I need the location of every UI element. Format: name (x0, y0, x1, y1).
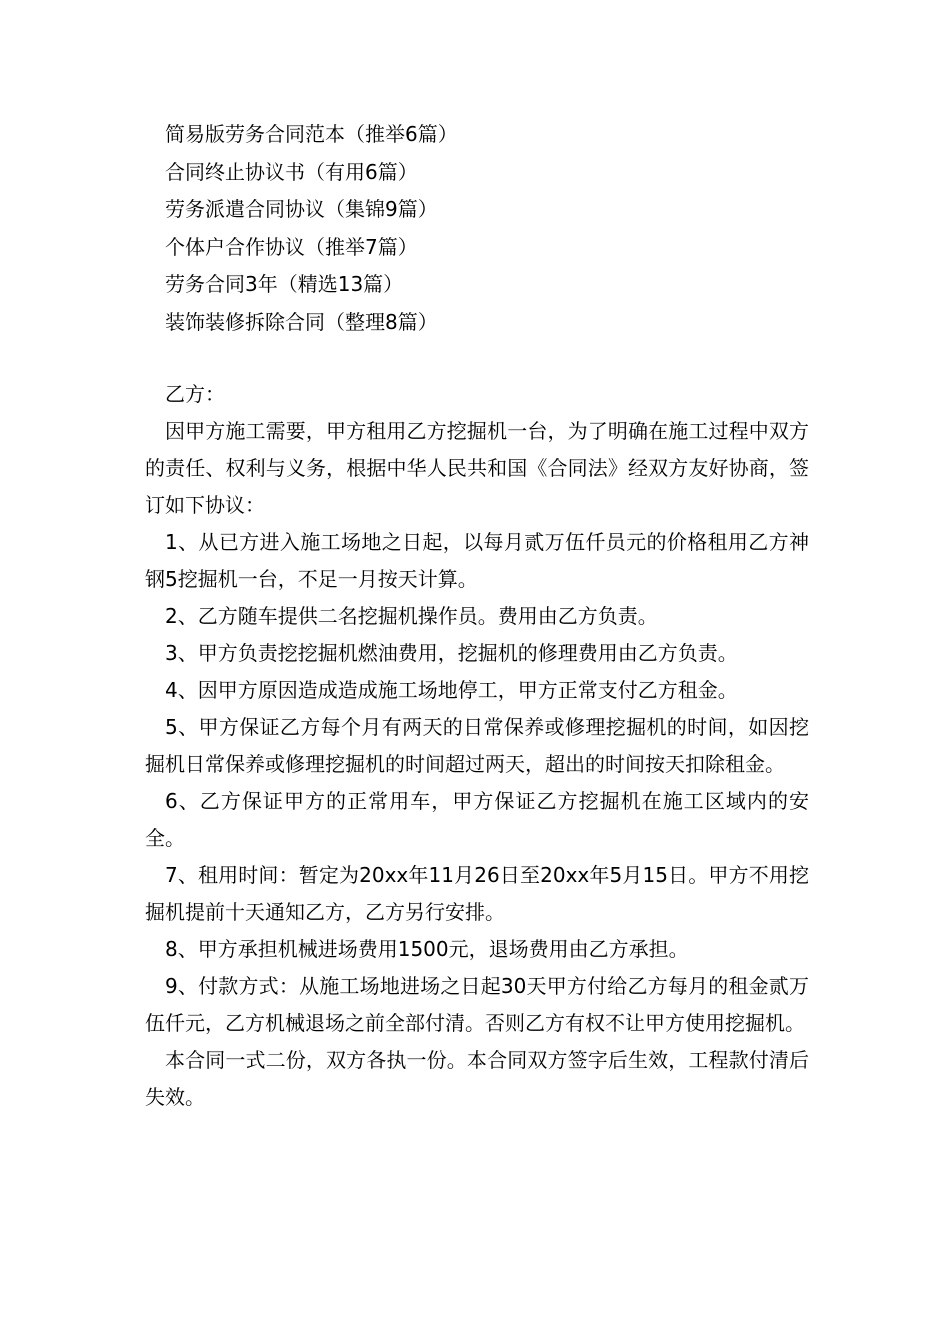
contract-clause-1: 1、从已方进入施工场地之日起，以每月贰万伍仟员元的价格租用乙方神钢5挖掘机一台，不足一月按天计算。 (145, 530, 809, 591)
contract-clause-2: 2、乙方随车提供二名挖掘机操作员。费用由乙方负责。 (165, 604, 658, 628)
contract-body (145, 376, 809, 1116)
related-article-link[interactable]: 简易版劳务合同范本（推举6篇） (165, 122, 458, 146)
related-article-link[interactable]: 合同终止协议书（有用6篇） (165, 159, 418, 184)
contract-closing: 本合同一式二份，双方各执一份。本合同双方签字后生效，工程款付清后失效。 (145, 1048, 809, 1109)
related-articles-list (165, 116, 805, 341)
related-article-link[interactable]: 个体户合作协议（推举7篇） (165, 234, 418, 259)
contract-clause-9: 9、付款方式：从施工场地进场之日起30天甲方付给乙方每月的租金贰万伍仟元，乙方机械退场之前全部付清。否则乙方有权不让甲方使用挖掘机。 (145, 974, 809, 1035)
related-article-link[interactable]: 劳务派遣合同协议（集锦9篇） (165, 197, 438, 221)
contract-intro: 因甲方施工需要，甲方租用乙方挖掘机一台，为了明确在施工过程中双方的责任、权利与义务，根据中华人民共和国《合同法》经双方友好协商，签订如下协议： (145, 419, 809, 517)
contract-clause-5: 5、甲方保证乙方每个月有两天的日常保养或修理挖掘机的时间，如因挖掘机日常保养或修理挖掘机的时间超过两天，超出的时间按天扣除租金。 (145, 715, 809, 776)
contract-clause-6: 6、乙方保证甲方的正常用车，甲方保证乙方挖掘机在施工区域内的安全。 (145, 789, 809, 850)
contract-clause-7: 7、租用时间：暂定为20xx年11月26日至20xx年5月15日。甲方不用挖掘机提前十天通知乙方，乙方另行安排。 (145, 863, 809, 924)
related-article-link[interactable]: 劳务合同3年（精选13篇） (165, 272, 404, 296)
party-b-label: 乙方： (165, 382, 225, 406)
contract-clause-8: 8、甲方承担机械进场费用1500元，退场费用由乙方承担。 (165, 937, 689, 961)
contract-clause-3: 3、甲方负责挖挖掘机燃油费用，挖掘机的修理费用由乙方负责。 (165, 641, 738, 665)
contract-clause-4: 4、因甲方原因造成造成施工场地停工，甲方正常支付乙方租金。 (165, 678, 738, 702)
related-article-link[interactable]: 装饰装修拆除合同（整理8篇） (165, 309, 438, 334)
